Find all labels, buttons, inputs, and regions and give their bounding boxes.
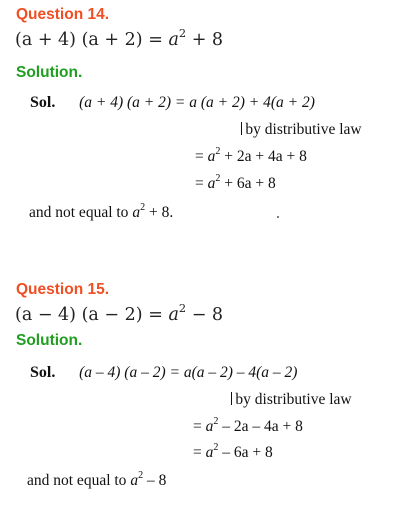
statement-factor-2: (a − 2) xyxy=(81,305,143,325)
reason-text: by distributive law xyxy=(245,121,362,138)
step-var: a xyxy=(207,148,216,165)
solution-15-heading: Solution. xyxy=(16,332,83,349)
step-prefix: = xyxy=(195,148,208,165)
statement-exp: 2 xyxy=(178,26,187,41)
statement-var: a xyxy=(168,305,179,325)
solution-15-line-1 xyxy=(30,364,297,382)
statement-factor-2: (a + 2) xyxy=(81,30,143,50)
conclusion-exp: 2 xyxy=(138,469,144,481)
sol-label: Sol. xyxy=(30,364,56,381)
sol-expression: (a – 4) (a – 2) = a(a – 2) – 4(a – 2) xyxy=(79,364,298,381)
reason-bar xyxy=(241,122,242,135)
statement-var: a xyxy=(168,30,179,50)
step-rest: + 6a + 8 xyxy=(220,175,276,192)
step-rest: – 6a + 8 xyxy=(218,444,273,461)
conclusion-exp: 2 xyxy=(140,201,146,213)
statement-rest: − 8 xyxy=(191,305,224,325)
solution-14-step-2 xyxy=(195,172,276,193)
conclusion-var: a xyxy=(132,204,141,221)
step-rest: – 2a – 4a + 8 xyxy=(218,418,303,435)
reason-text: by distributive law xyxy=(235,391,352,408)
solution-15-conclusion xyxy=(27,469,167,490)
conclusion-rest: – 8 xyxy=(143,472,167,489)
step-var: a xyxy=(205,444,214,461)
statement-exp: 2 xyxy=(178,301,187,316)
conclusion-text: and not equal to xyxy=(29,204,133,221)
statement-equals: = xyxy=(148,30,163,50)
solution-14-step-1 xyxy=(195,145,307,166)
question-14-statement xyxy=(15,26,224,50)
step-prefix: = xyxy=(193,418,206,435)
solution-15-step-2 xyxy=(193,441,273,462)
conclusion-rest: + 8. xyxy=(145,204,174,221)
solution-14-reason xyxy=(241,121,362,139)
step-prefix: = xyxy=(193,444,206,461)
solution-15-reason xyxy=(231,391,352,409)
conclusion-var: a xyxy=(130,472,139,489)
step-exp: 2 xyxy=(213,415,219,427)
step-prefix: = xyxy=(195,175,208,192)
statement-equals: = xyxy=(148,305,163,325)
statement-factor-1: (a + 4) xyxy=(15,30,77,50)
solution-14-line-1 xyxy=(30,94,315,112)
solution-14-heading: Solution. xyxy=(16,64,83,81)
sol-label: Sol. xyxy=(30,94,56,111)
step-rest: + 2a + 4a + 8 xyxy=(220,148,307,165)
step-var: a xyxy=(207,175,216,192)
statement-rest: + 8 xyxy=(191,30,224,50)
question-14-heading: Question 14. xyxy=(16,6,110,23)
step-exp: 2 xyxy=(213,441,219,453)
solution-14-conclusion xyxy=(29,201,174,222)
question-15-heading: Question 15. xyxy=(16,281,110,298)
conclusion-text: and not equal to xyxy=(27,472,131,489)
step-var: a xyxy=(205,418,214,435)
stray-dot xyxy=(277,216,279,218)
step-exp: 2 xyxy=(215,172,221,184)
question-15-statement xyxy=(15,301,224,325)
reason-bar xyxy=(231,392,232,405)
sol-expression: (a + 4) (a + 2) = a (a + 2) + 4(a + 2) xyxy=(79,94,315,111)
step-exp: 2 xyxy=(215,145,221,157)
statement-factor-1: (a − 4) xyxy=(15,305,77,325)
solution-15-step-1 xyxy=(193,415,303,436)
